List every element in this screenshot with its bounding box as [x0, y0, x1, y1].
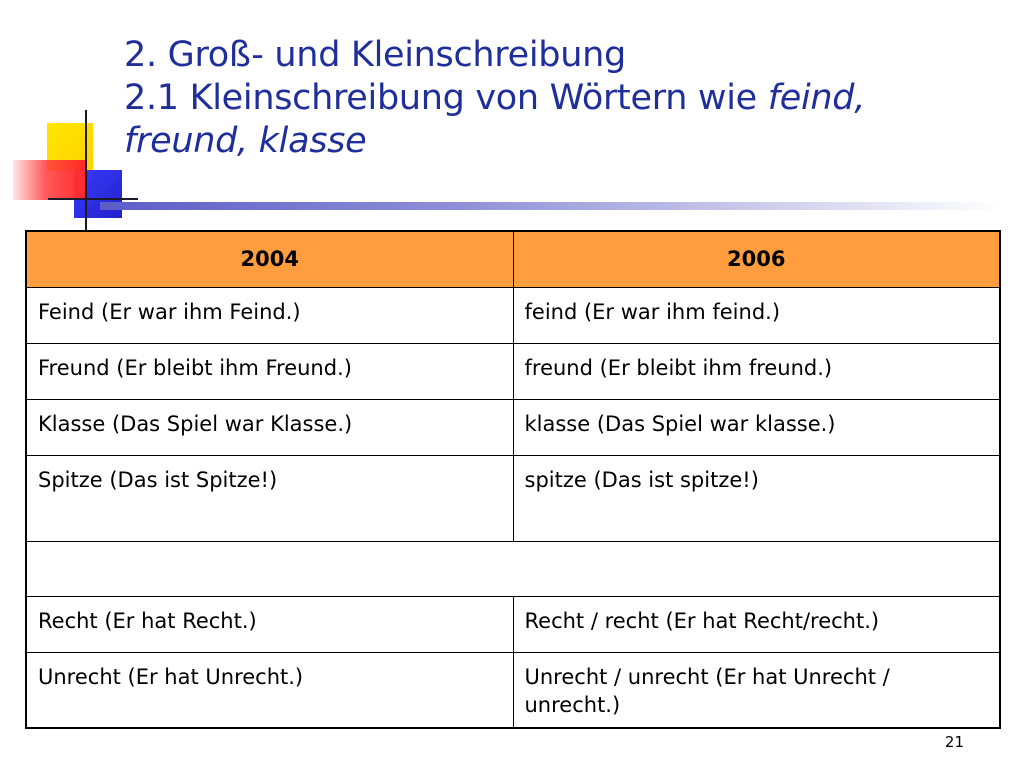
slide-title	[124, 34, 1004, 163]
title-line-2	[124, 77, 1004, 120]
decorative-red-square	[13, 160, 85, 200]
title-line-3	[124, 120, 1004, 163]
table-row	[26, 652, 1000, 728]
table-cell-2004: Recht (Er hat Recht.)	[26, 596, 513, 652]
column-header-2004: 2004	[26, 231, 513, 287]
table-row	[26, 455, 1000, 541]
table-cell-2006: Unrecht / unrecht (Er hat Unrecht / unrecht.)	[513, 652, 1000, 728]
decorative-horizontal-line	[48, 198, 138, 200]
table-cell-empty	[26, 541, 1000, 596]
table-header-row	[26, 231, 1000, 287]
table-row	[26, 343, 1000, 399]
title-line-3-italic: freund, klasse	[124, 121, 367, 161]
table-row	[26, 399, 1000, 455]
table-cell-2004: Klasse (Das Spiel war Klasse.)	[26, 399, 513, 455]
page-number: 21	[944, 733, 964, 751]
table-cell-2006: spitze (Das ist spitze!)	[513, 455, 1000, 541]
title-line-1: 2. Groß- und Kleinschreibung	[124, 35, 626, 75]
table-cell-2004: Unrecht (Er hat Unrecht.)	[26, 652, 513, 728]
table-cell-2006: klasse (Das Spiel war klasse.)	[513, 399, 1000, 455]
title-line-2-italic: feind,	[767, 78, 866, 118]
spelling-comparison-table	[25, 230, 1001, 729]
column-header-2006: 2006	[513, 231, 1000, 287]
decorative-vertical-line	[85, 110, 87, 230]
title-underline-rule	[100, 202, 1000, 210]
table-row-empty	[26, 541, 1000, 596]
table-cell-2004: Feind (Er war ihm Feind.)	[26, 287, 513, 343]
table-row	[26, 287, 1000, 343]
table-cell-2006: feind (Er war ihm feind.)	[513, 287, 1000, 343]
title-line-2-text: 2.1 Kleinschreibung von Wörtern wie	[124, 78, 768, 118]
table-cell-2004: Spitze (Das ist Spitze!)	[26, 455, 513, 541]
table-cell-2006: freund (Er bleibt ihm freund.)	[513, 343, 1000, 399]
table-row	[26, 596, 1000, 652]
table-cell-2006: Recht / recht (Er hat Recht/recht.)	[513, 596, 1000, 652]
table-cell-2004: Freund (Er bleibt ihm Freund.)	[26, 343, 513, 399]
